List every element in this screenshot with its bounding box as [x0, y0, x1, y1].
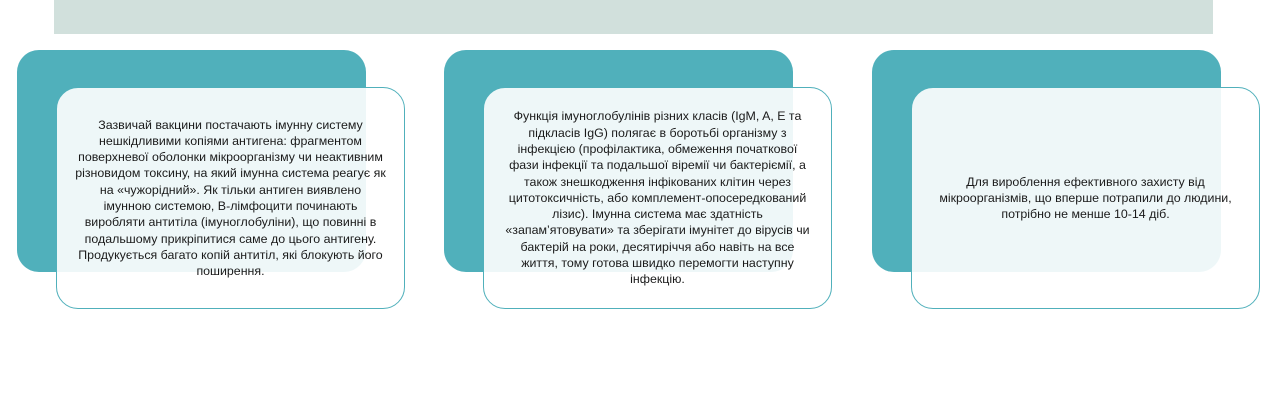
card-2-text: Функція імуноглобулінів різних класів (IgM, A, E та підкласів IgG) полягає в боротьбі організму з інфекцією (профілактика, обмеження початкової фази інфекції та подальшої віремії чи бактеріємії, а також знешкодження інфікованих клітин через цитотоксичність, або комплемент-опосередкований лізис). Імунна система має здатність «запам’ятовувати» та зберігати імунітет до вірусів чи бактерій на роки, десятиріччя або навіть на все життя, тому готова швидко перемогти наступну інфекцію. [505, 109, 810, 287]
card-1-text: Зазвичай вакцини постачають імунну систему нешкідливими копіями антигена: фрагментом поверхневої оболонки мікроорганізму чи неактивним різновидом токсину, на який імунна система реагує як на «чужорідний». Як тільки антиген виявлено імунною системою, В-лімфоцити починають виробляти антитіла (імуноглобуліни), що повинні в подальшому прикріпитися саме до цього антигену. Продукується багато копій антитіл, які блокують його поширення. [75, 117, 386, 279]
card-3-text: Для вироблення ефективного захисту від мікроорганізмів, що вперше потрапили до людини, потрібно не менше 10-14 діб. [939, 174, 1232, 222]
card-3 [911, 87, 1260, 309]
card-2 [483, 87, 832, 309]
card-1 [56, 87, 405, 309]
top-banner-bar [54, 0, 1213, 34]
